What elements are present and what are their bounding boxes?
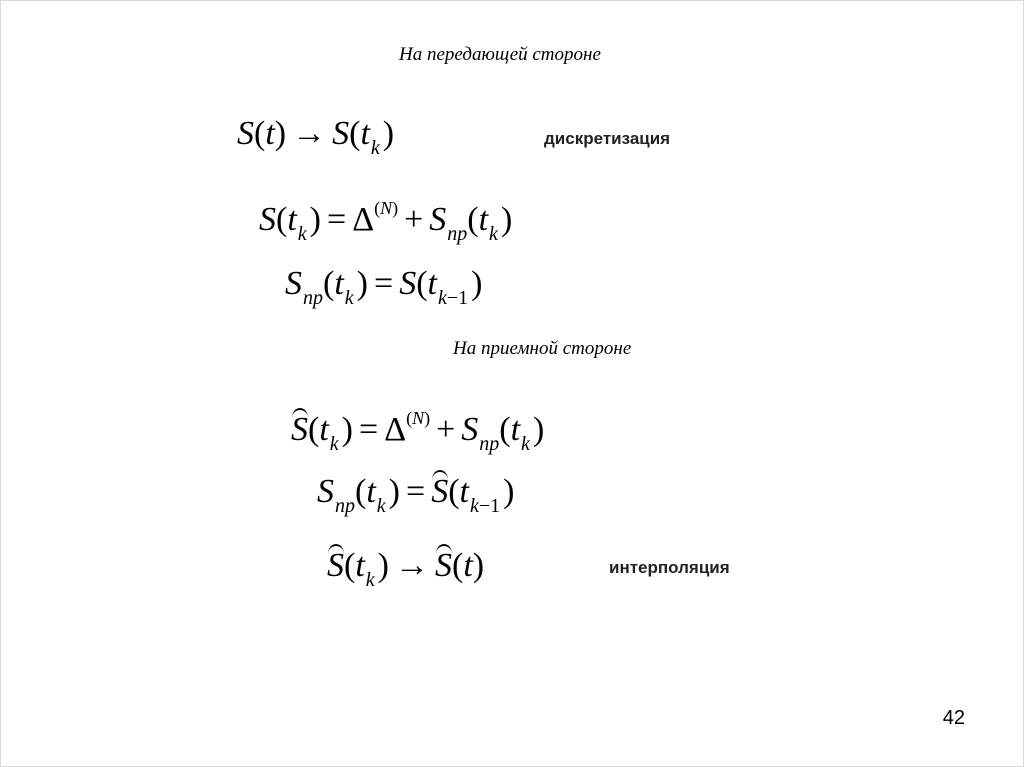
equation-interpolation: $S(t_k) \to S(t)$ (327, 547, 485, 591)
discretization-label: дискретизация (544, 129, 671, 148)
interpolation-label: интерполяция (609, 558, 730, 577)
receive-side-caption: На приемной стороне (453, 338, 632, 359)
equation-prediction-receive: $S_{пр}(t_k) = S(t_{k-1})$ (317, 473, 515, 517)
equation-prediction-transmit: $S_{пр}(t_k) = S(t_{k-1})$ (285, 265, 483, 309)
transmit-side-caption: На передающей стороне (399, 44, 601, 65)
equation-reconstruction: $S(t_k) = \Delta^{(N)} + S_{пр}(t_k)$ (291, 408, 545, 455)
equation-discretization: $S(t) \to S(t_k)$ (237, 115, 395, 159)
equation-sample-decomposition: $S(t_k) = \Delta^{(N)} + S_{пр}(t_k)$ (259, 198, 513, 245)
page-number: 42 (942, 707, 965, 729)
